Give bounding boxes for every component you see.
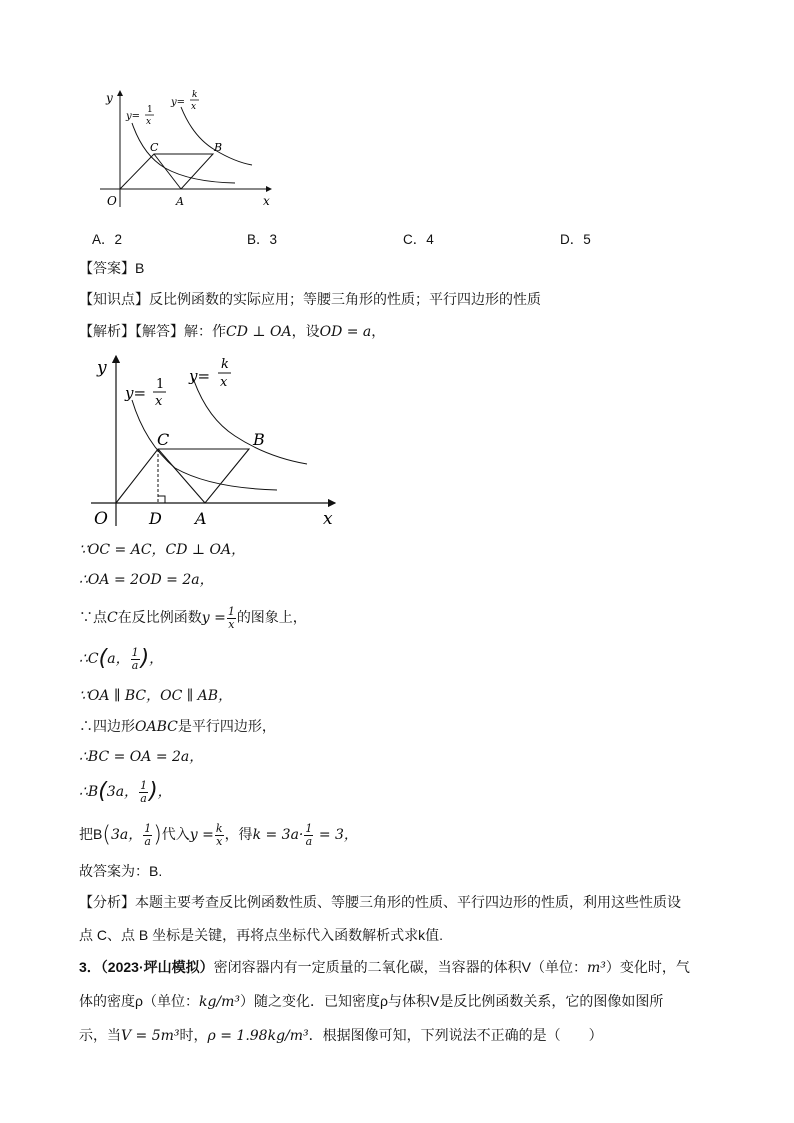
step-3: [79, 601, 307, 633]
curve2-pre: y=: [171, 97, 186, 108]
analysis-math-2: OD = a: [319, 324, 372, 340]
step-3-y: y =: [201, 610, 226, 626]
answer-line: [79, 258, 144, 278]
fenxi-tag: 【分析】: [79, 894, 135, 910]
fenxi-line-2: 点 C、点 B 坐标是关键，再将点坐标代入函数解析式求k值.: [79, 927, 444, 943]
step-9-frac: $\frac{1}{a}$: [144, 821, 152, 848]
analysis-text: 解：作: [184, 323, 226, 339]
label-o: O: [107, 194, 117, 208]
analysis-text-2: ，设: [291, 323, 320, 339]
q3-line-3b: 时，: [179, 1027, 208, 1043]
step-4-frac: $\frac{1}{a}$: [131, 645, 139, 672]
q3-line-2a: 体的密度ρ（单位：: [79, 993, 199, 1009]
q3-line-3: [79, 1019, 719, 1053]
curve1-den-2: x: [155, 394, 163, 409]
option-b: B．3: [247, 232, 278, 247]
label-x-2: x: [323, 509, 333, 529]
step-5: ∵OA ∥ BC，OC ∥ AB，: [79, 688, 233, 704]
q3-line-1b: ）变化时，气: [605, 959, 690, 975]
q3-line-3a: 示，当: [79, 1027, 121, 1043]
step-9-mid: 代入: [161, 826, 190, 842]
step-4-post: ，: [149, 651, 164, 667]
step-1: ∵OC = AC，CD ⊥ OA，: [79, 542, 246, 558]
q3-source: （2023·坪山模拟）: [100, 959, 214, 975]
step-6-m: OABC: [135, 719, 178, 735]
knowledge-tag: 【知识点】: [79, 291, 149, 307]
curve2-num: k: [192, 90, 198, 100]
step-9: 把B(3a， $\frac{1}{a}$ )代入y = $\frac{k}{x}$ ，得k = 3a· $\frac{1}{a}$ = 3，: [79, 821, 358, 848]
q3-math-2: ρ = 1.98kg/m³: [207, 1028, 309, 1044]
step-8-frac: $\frac{1}{a}$: [140, 778, 148, 805]
step-2: ∴OA = 2OD = 2a，: [79, 572, 214, 588]
step-4-pre: ∴C: [79, 651, 99, 667]
q3-line-2b: ）随之变化．已知密度ρ与体积V是反比例函数关系，它的图像如图所: [240, 993, 664, 1009]
curve2-den-2: x: [220, 375, 228, 390]
q3-number: 3．: [79, 959, 101, 975]
label-d-2: D: [149, 509, 162, 528]
step-3-mid: 在反比例函数: [117, 609, 202, 625]
right-angle-mark: [158, 496, 165, 503]
step-3-pre: ∵点: [79, 609, 107, 625]
label-o-2: O: [94, 509, 108, 529]
label-y-2: y: [97, 358, 107, 378]
q3-line-1a: 密闭容器内有一定质量的二氧化碳，当容器的体积V（单位：: [213, 959, 587, 975]
segment-ca: [154, 154, 181, 189]
step-10: 故答案为：B.: [79, 863, 163, 879]
knowledge-text: 反比例函数的实际应用；等腰三角形的性质；平行四边形的性质: [149, 291, 541, 307]
step-6: [79, 716, 276, 737]
q3-unit-1: m³: [586, 960, 606, 976]
q3-unit-2: kg/m³: [198, 994, 241, 1010]
step-9-k: k = 3a·: [252, 827, 304, 843]
step-8-post: ，: [157, 784, 172, 800]
analysis-tag: 【解析】: [79, 323, 135, 339]
figure-graph-large: [85, 348, 345, 533]
step-6-post: 是平行四边形，: [177, 718, 276, 734]
label-a-2: A: [195, 509, 207, 528]
step-3-c: C: [107, 610, 118, 626]
step-4-a: a，: [107, 651, 130, 667]
curve-k-over-x-2: [193, 378, 307, 464]
curve-k-over-x: [181, 107, 252, 165]
step-8-pre: ∴B: [79, 784, 99, 800]
step-3-post: 的图象上，: [236, 609, 307, 625]
label-b-2: B: [253, 430, 265, 449]
step-9-y: y =: [189, 827, 214, 843]
step-9-mid2: ，得: [224, 826, 253, 842]
q3-math-1: V = 5m³: [121, 1028, 180, 1044]
step-7: ∴BC = OA = 2a，: [79, 749, 204, 765]
step-9-frac2: $\frac{1}{a}$: [305, 821, 313, 848]
segment-ca-2: [158, 449, 205, 503]
curve2-pre-2: y=: [189, 367, 211, 385]
answer-tag: 【答案】: [79, 260, 135, 276]
option-d: D．5: [560, 232, 591, 247]
answer-options: [92, 228, 712, 248]
step-6-pre: ∴四边形: [79, 718, 135, 734]
fenxi-text-1: 本题主要考查反比例函数性质、等腰三角形的性质、平行四边形的性质，利用这些性质设: [135, 894, 681, 910]
step-4: ∴C(a， $\frac{1}{a}$ )，: [79, 645, 164, 672]
parallelogram-oabc-2: [116, 449, 249, 503]
fenxi-paragraph: [79, 886, 719, 952]
curve2-den: x: [191, 102, 197, 112]
analysis-text-3: ，: [371, 323, 386, 339]
parallelogram-oabc: [120, 154, 213, 189]
label-c-2: C: [157, 430, 170, 449]
analysis-head-line: [79, 321, 385, 342]
step-9-pre: 把B: [79, 826, 103, 842]
label-c: C: [150, 141, 159, 154]
step-8-a: 3a，: [106, 784, 139, 800]
curve1-pre: y=: [126, 111, 141, 122]
step-9-kfrac: $\frac{k}{x}$: [215, 821, 223, 848]
step-3-frac: $\frac{1}{x}$: [227, 604, 235, 631]
label-a: A: [176, 195, 184, 208]
answer-value: B: [135, 260, 145, 276]
curve1-num-2: 1: [156, 377, 165, 392]
curve2-num-2: k: [221, 357, 229, 372]
question-3: [79, 951, 719, 1053]
knowledge-line: [79, 289, 541, 309]
label-x: x: [263, 194, 270, 208]
label-b: B: [214, 141, 223, 154]
step-9-end: = 3，: [314, 827, 358, 843]
curve1-den: x: [146, 117, 152, 127]
q3-line-1: [79, 951, 719, 985]
curve1-pre-2: y=: [125, 384, 147, 402]
option-c: C．4: [403, 232, 434, 247]
fenxi-line-1: [79, 886, 719, 919]
q3-line-2: [79, 985, 719, 1019]
q3-line-3c: ．根据图像可知，下列说法不正确的是（ ）: [308, 1027, 603, 1043]
figure-graph-small: [95, 85, 280, 210]
step-8: ∴B(3a， $\frac{1}{a}$ )，: [79, 778, 172, 805]
curve1-num: 1: [147, 105, 153, 115]
option-a: A．2: [92, 232, 123, 247]
solution-tag: 【解答】: [135, 323, 184, 339]
step-9-a: 3a，: [110, 827, 143, 843]
analysis-math-1: CD ⊥ OA: [226, 324, 292, 340]
label-y: y: [106, 91, 113, 105]
